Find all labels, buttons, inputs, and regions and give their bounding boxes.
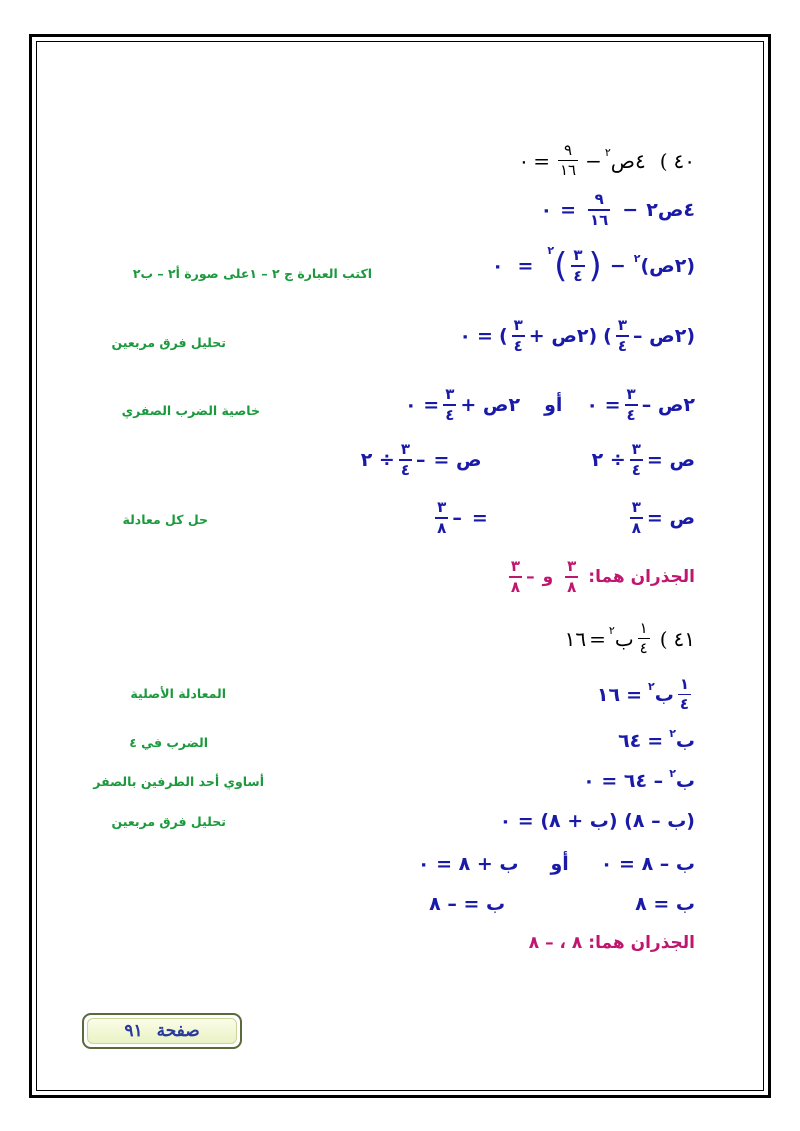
step-note: اكتب العبارة ج ٢ – ١على صورة أ٢ – ب٢ (132, 266, 372, 281)
step-note: خاصية الضرب الصفري (121, 403, 260, 418)
fraction: $\frac{٣}{٨}$ (631, 498, 641, 537)
p40-number: ٤٠ (673, 148, 695, 173)
fraction: $\frac{١}{٤}$ (679, 675, 689, 713)
p40-step5: ٢ص – $\frac{٣}{٤}$ = ٠ أو ٢ص + $\frac{٣}{٤}$ = ٠ (405, 385, 695, 424)
p41-step6: ب – ٨ = ٠ أو ب + ٨ = ٠ (417, 853, 695, 875)
step-note: أساوي أحد الطرفين بالصفر (93, 774, 264, 789)
p41-step2: $\frac{١}{٤}$ ب ٢ = ١٦ (596, 675, 689, 713)
fraction: $\frac{٣}{٨}$ (510, 557, 521, 596)
fraction: $\frac{٣}{٤}$ (400, 440, 410, 479)
fraction: $\frac{٣}{٤}$ (445, 385, 455, 424)
p41-step4: ب ٢ – ٦٤ = ٠ (583, 766, 695, 792)
fraction: $\frac{٩}{١٦}$ (589, 190, 609, 229)
p41-step5: (ب – ٨) (ب + ٨) = ٠ (499, 810, 695, 832)
fraction: $\frac{٣}{٨}$ (567, 557, 577, 596)
step-note: تحليل فرق مربعين (111, 335, 226, 350)
fraction: $\frac{٩}{١٦}$ (559, 141, 577, 179)
p41-step1: ٤١ ) $\frac{١}{٤}$ ب ٢ = ١٦ (564, 619, 695, 657)
p40-step4: (٢ص – $\frac{٣}{٤}$ ) (٢ص + $\frac{٣}{٤}$ ) = ٠ (459, 316, 695, 355)
p41-step3: ب ٢ = ٦٤ (618, 726, 695, 752)
p41-step7: ب = ٨ ب = – ٨ (429, 893, 695, 915)
fraction: $\frac{٣}{٨}$ (437, 498, 447, 537)
fraction: $\frac{٣}{٤}$ (631, 440, 641, 479)
p40-step2: ٤ص٢ − $\frac{٩}{١٦}$ = ٠ (540, 190, 695, 229)
page-number: ٩١ (124, 1021, 143, 1041)
p40-step7: ص = $\frac{٣}{٨}$ = – $\frac{٣}{٨}$ (437, 498, 695, 537)
fraction: $\frac{٣}{٤}$ (513, 316, 523, 355)
step-note: حل كل معادلة (122, 512, 208, 527)
p40-step1: ٤٠ ) ٤ص ٢ − $\frac{٩}{١٦}$ = ٠ (518, 141, 695, 179)
fraction: $\frac{١}{٤}$ (639, 619, 648, 657)
p41-number: ٤١ (673, 626, 695, 651)
p40-answer: الجذران هما: $\frac{٣}{٨}$ و – $\frac{٣}{٨}$ (510, 557, 695, 596)
p40-step6: ص = $\frac{٣}{٤}$ ÷ ٢ ص = – $\frac{٣}{٤}$ ÷ ٢ (360, 440, 695, 479)
fraction: $\frac{٣}{٤}$ (626, 385, 636, 424)
p40-step3: (٢ص) ٢ − ( $\frac{٣}{٤}$ ) ٢ = ٠ (491, 243, 695, 286)
page-number-badge (82, 1013, 242, 1049)
fraction: $\frac{٣}{٤}$ (573, 246, 583, 285)
fraction: $\frac{٣}{٤}$ (617, 316, 628, 355)
step-note: تحليل فرق مربعين (111, 814, 226, 829)
step-note: المعادلة الأصلية (130, 686, 226, 701)
p41-answer: الجذران هما: ٨ ، – ٨ (528, 933, 695, 953)
page-label: صفحة (156, 1021, 200, 1041)
step-note: الضرب في ٤ (129, 735, 208, 750)
